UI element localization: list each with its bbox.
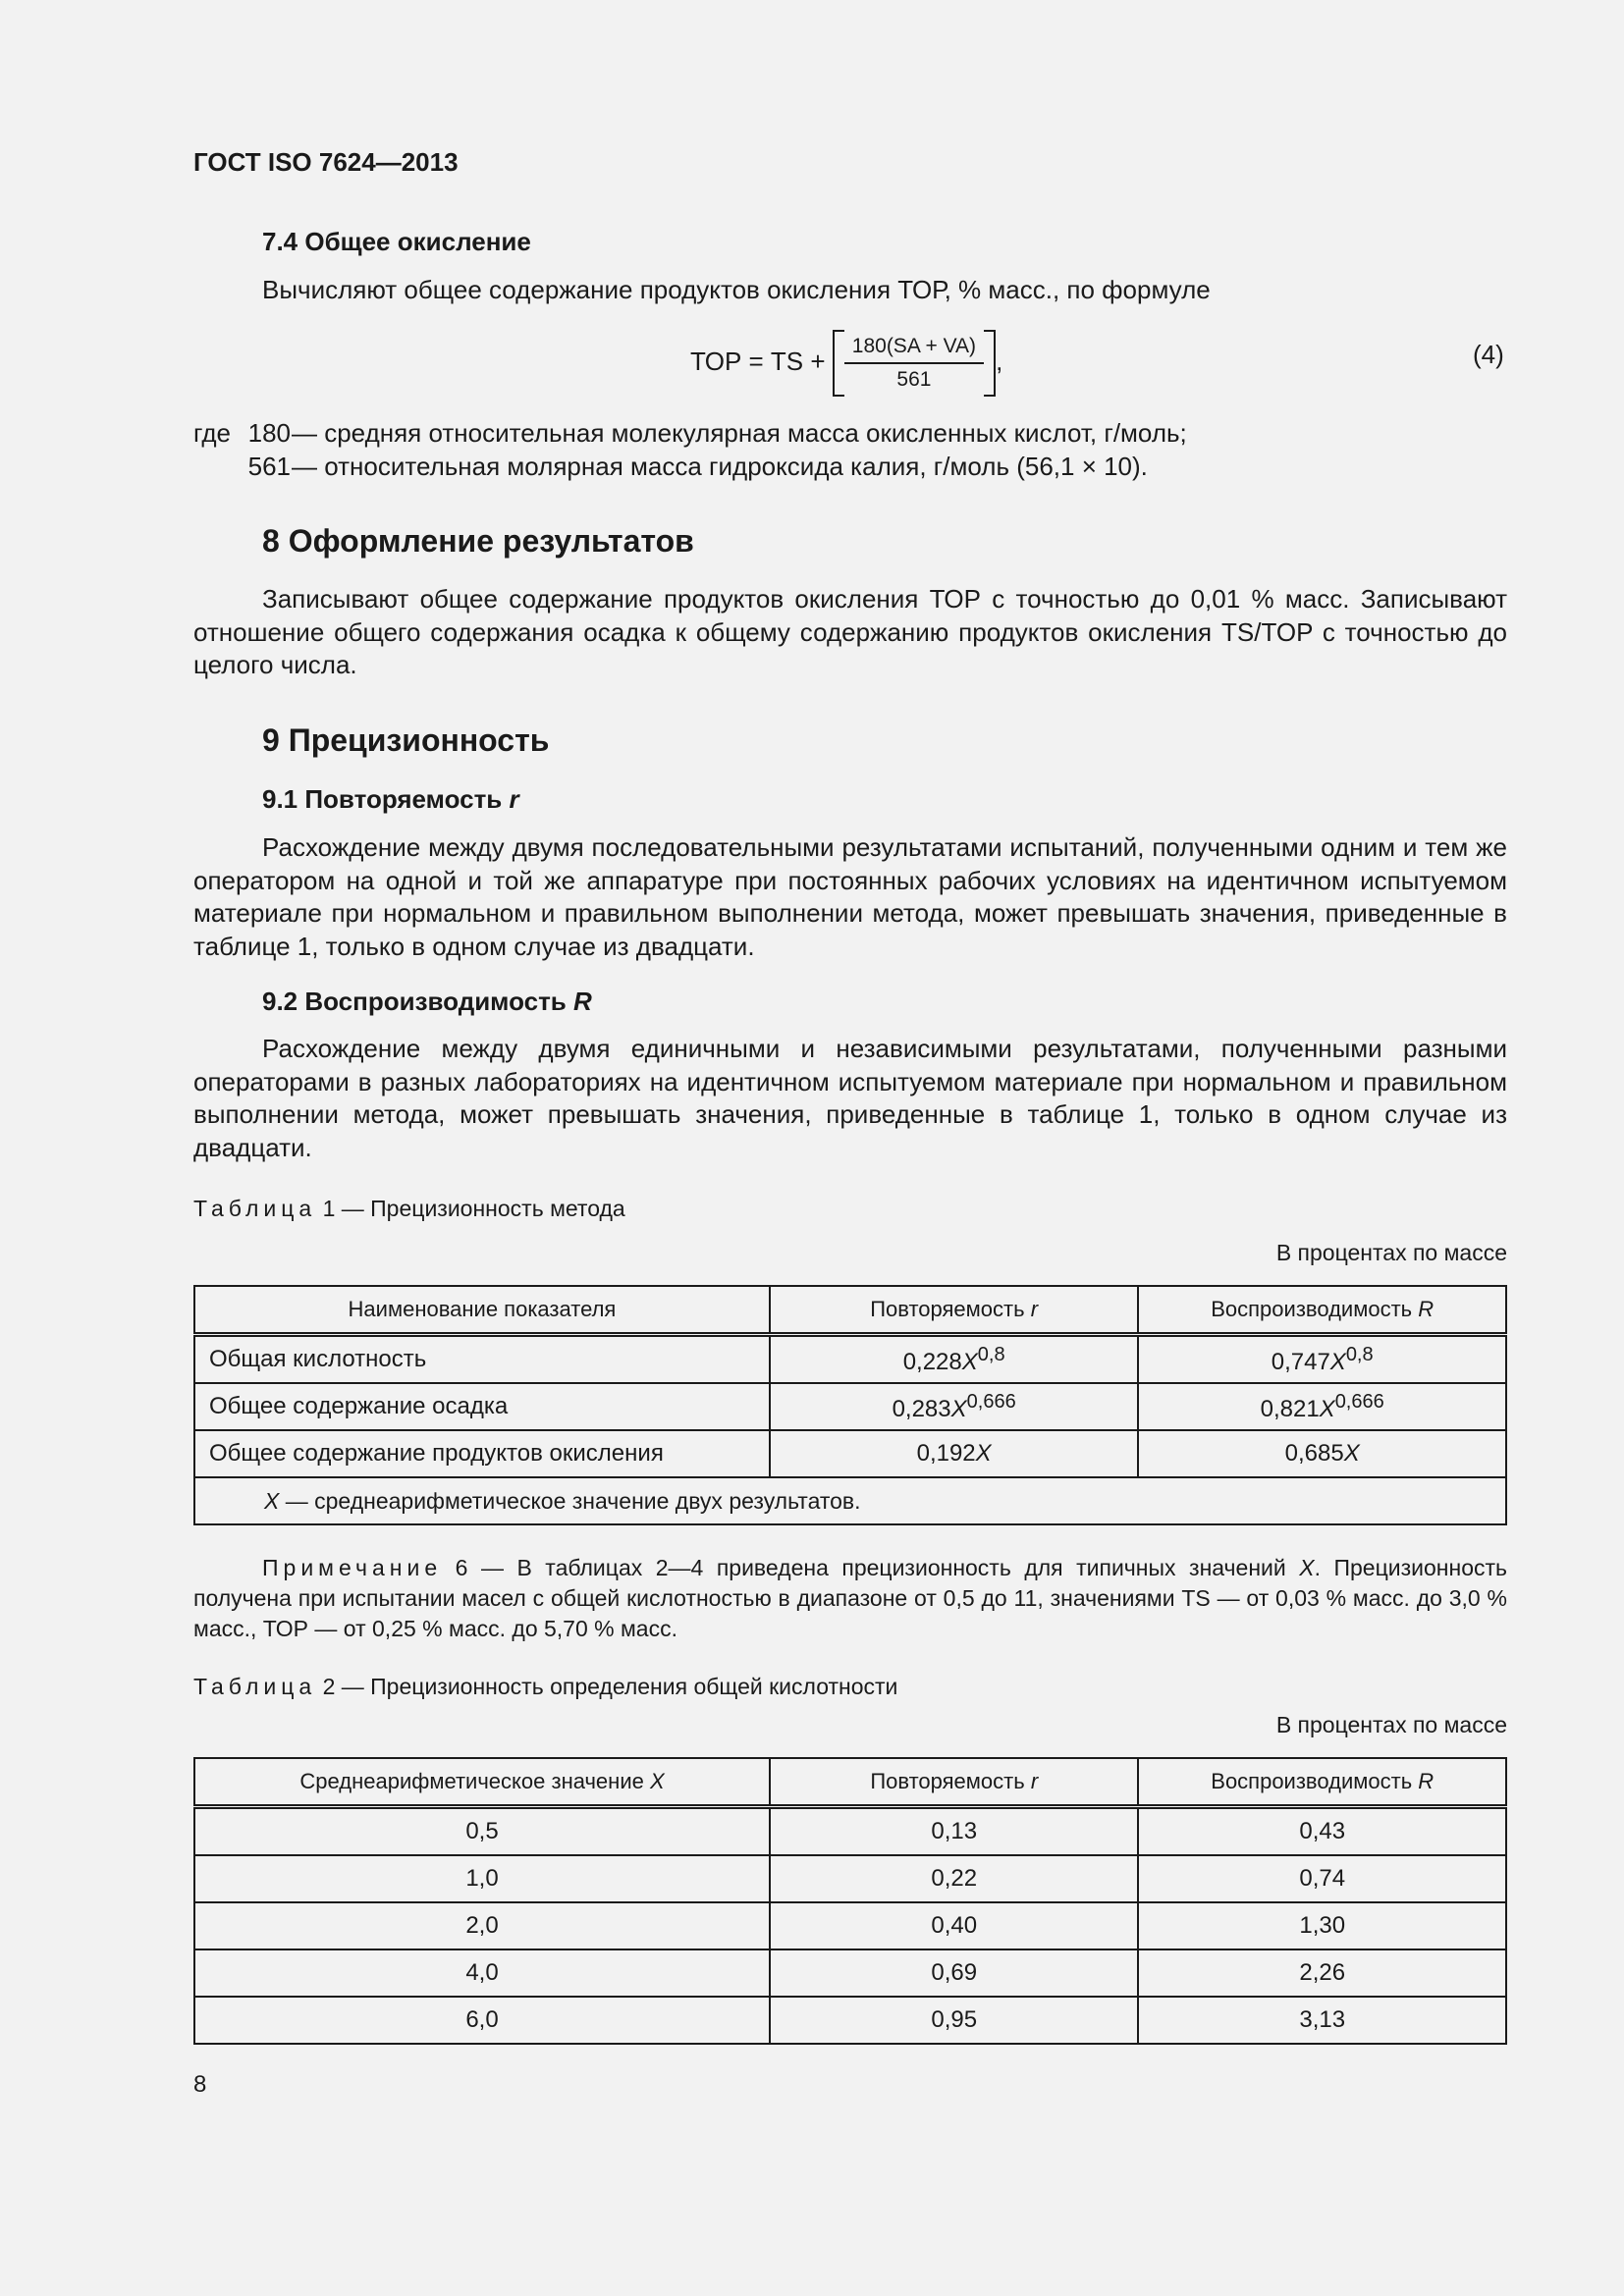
exponent: 0,666 (966, 1390, 1016, 1413)
table1-caption (193, 1196, 625, 1222)
table2-cell: 6,0 (194, 1997, 770, 2044)
table2-cell: 0,5 (194, 1807, 770, 1856)
table-row (194, 1997, 1506, 2044)
section-9-heading: 9 Прецизионность (262, 722, 550, 758)
coef: 0,685 (1284, 1440, 1344, 1467)
table1-header-reproducibility-label: Воспроизводимость (1211, 1297, 1413, 1321)
table1-header-row (194, 1286, 1506, 1335)
table2-units: В процентах по массе (1275, 1712, 1507, 1737)
table2-header-reproducibility-label: Воспроизводимость (1211, 1769, 1413, 1793)
variable: X (975, 1440, 992, 1467)
table1-cell-name: Общее содержание продуктов окисления (194, 1430, 770, 1477)
table1-cell-reproducibility (1138, 1335, 1506, 1384)
section-9-1-title: 9.1 Повторяемость (262, 784, 503, 814)
table2-caption (193, 1674, 897, 1700)
table-row (194, 1855, 1506, 1902)
table2-label: Таблица (193, 1674, 317, 1699)
table2-cell: 2,26 (1138, 1949, 1506, 1997)
formula-numerator: 180(SA + VA) (844, 335, 984, 364)
formula-4 (690, 330, 1002, 397)
table-row (194, 1902, 1506, 1949)
variable: X (950, 1395, 967, 1422)
table2-header-reproducibility (1138, 1758, 1506, 1807)
table2 (193, 1757, 1507, 2045)
table2-header-repeatability (770, 1758, 1138, 1807)
section-9-2-text: Расхождение между двумя единичными и независимыми результатами, полученными разными операторами в разных лабораториях на идентичном испытуемом материале при нормальном и правильном выполнении метода, может превышать значения, приведенные в таблице 1, только в одном случае из двадцати. (193, 1034, 1507, 1162)
section-9-1-text: Расхождение между двумя последовательными результатами испытаний, полученными одним и тем же оператором на одной и той же аппаратуре при постоянных рабочих условиях на идентичном испытуемом материале при нормальном и правильном выполнении метода, может превышать значения, приведенные в таблице 1, только в одном случае из двадцати. (193, 832, 1507, 961)
exponent: 0,8 (1345, 1343, 1374, 1365)
table2-cell: 4,0 (194, 1949, 770, 1997)
table2-cell: 0,69 (770, 1949, 1138, 1997)
table1-cell-name: Общее содержание осадка (194, 1383, 770, 1430)
table2-cell: 2,0 (194, 1902, 770, 1949)
def-term-561: 561 (247, 452, 291, 481)
table2-cell: 0,74 (1138, 1855, 1506, 1902)
variable: X (1343, 1440, 1360, 1467)
def-desc-180: — средняя относительная молекулярная масса окисленных кислот, г/моль; (292, 418, 1187, 448)
where-label: где (193, 418, 231, 448)
table2-header-repeatability-symbol: r (1030, 1769, 1039, 1793)
section-9-2-symbol: R (573, 987, 592, 1016)
section-7-4-intro: Вычисляют общее содержание продуктов окисления ТОР, % масс., по формуле (262, 275, 1211, 304)
coef: 0,228 (902, 1348, 962, 1375)
table1-cell-repeatability (770, 1430, 1138, 1477)
coef: 0,192 (916, 1440, 976, 1467)
coef: 0,283 (892, 1395, 951, 1422)
note-6 (193, 1553, 1507, 1644)
def-desc-561: — относительная молярная масса гидроксида калия, г/моль (56,1 × 10). (292, 452, 1148, 481)
formula-bracket-right (984, 330, 996, 397)
table1-cell-reproducibility (1138, 1430, 1506, 1477)
table2-cell: 1,30 (1138, 1902, 1506, 1949)
formula-tail: , (996, 346, 1003, 376)
section-7-4-heading: 7.4 Общее окисление (262, 227, 531, 256)
coef: 0,821 (1260, 1395, 1320, 1422)
table-row (194, 1430, 1506, 1477)
table2-title: 2 — Прецизионность определения общей кислотности (322, 1674, 898, 1699)
exponent: 0,8 (977, 1343, 1005, 1365)
table2-cell: 3,13 (1138, 1997, 1506, 2044)
section-9-1-heading (262, 784, 519, 815)
exponent: 0,666 (1334, 1390, 1384, 1413)
section-8-heading: 8 Оформление результатов (262, 523, 694, 559)
table2-header-repeatability-label: Повторяемость (870, 1769, 1025, 1793)
formula-fraction (844, 335, 984, 392)
section-9-2-heading (262, 987, 592, 1017)
table1-cell-repeatability (770, 1335, 1138, 1384)
variable: X (1329, 1348, 1346, 1375)
page-number: 8 (193, 2071, 207, 2098)
note-text-1: 6 — В таблицах 2—4 приведена прецизионность для типичных значений (455, 1555, 1286, 1580)
table1-label: Таблица (193, 1196, 317, 1221)
section-8-text: Записывают общее содержание продуктов окисления ТОР с точностью до 0,01 % масс. Записывают отношение общего содержания осадка к общему содержанию продуктов окисления TS/TOP с точностью до целого числа. (193, 584, 1508, 679)
table1-header-repeatability-symbol: r (1030, 1297, 1039, 1321)
table2-cell: 1,0 (194, 1855, 770, 1902)
section-9-2-title: 9.2 Воспроизводимость (262, 987, 567, 1016)
table1-title: 1 — Прецизионность метода (322, 1196, 625, 1221)
note-label: Примечание (262, 1555, 443, 1580)
table1-footer-text: — среднеарифметическое значение двух результатов. (285, 1487, 861, 1514)
table-row (194, 1949, 1506, 1997)
table1-cell-name: Общая кислотность (194, 1335, 770, 1384)
standard-designation: ГОСТ ISO 7624—2013 (193, 147, 459, 177)
formula-denominator: 561 (896, 368, 932, 391)
table1-cell-repeatability (770, 1383, 1138, 1430)
table-row (194, 1335, 1506, 1384)
table1-header-name: Наименование показателя (194, 1286, 770, 1335)
coef: 0,747 (1271, 1348, 1330, 1375)
variable: X (1319, 1395, 1335, 1422)
table1-header-repeatability-label: Повторяемость (870, 1297, 1025, 1321)
note-symbol: X (1299, 1555, 1315, 1580)
def-term-180: 180 (247, 418, 291, 448)
table1-units: В процентах по массе (1275, 1240, 1507, 1265)
table2-header-mean (194, 1758, 770, 1807)
formula-number: (4) (1473, 340, 1504, 369)
table1-cell-reproducibility (1138, 1383, 1506, 1430)
table2-header-reproducibility-symbol: R (1418, 1769, 1435, 1793)
table1-header-reproducibility (1138, 1286, 1506, 1335)
table2-cell: 0,43 (1138, 1807, 1506, 1856)
table2-cell: 0,95 (770, 1997, 1138, 2044)
formula-lhs: ТОР = TS + (690, 346, 826, 376)
section-9-1-symbol: r (509, 784, 519, 814)
table-row (194, 1807, 1506, 1856)
table1-header-reproducibility-symbol: R (1418, 1297, 1435, 1321)
table2-cell: 0,40 (770, 1902, 1138, 1949)
table1-footer-row (194, 1477, 1506, 1524)
formula-bracket-left (833, 330, 844, 397)
table1-footer-symbol: X (264, 1487, 280, 1514)
table1 (193, 1285, 1507, 1525)
table2-header-mean-label: Среднеарифметическое значение (299, 1769, 644, 1793)
table2-header-row (194, 1758, 1506, 1807)
table2-header-mean-symbol: X (649, 1769, 665, 1793)
table2-cell: 0,22 (770, 1855, 1138, 1902)
variable: X (961, 1348, 978, 1375)
table1-header-repeatability (770, 1286, 1138, 1335)
table-row (194, 1383, 1506, 1430)
table2-cell: 0,13 (770, 1807, 1138, 1856)
note-text-2: . Прецизионность получена при испытании масел с общей кислотностью в диапазоне от 0,5 до 11, значениями TS — от 0,03 % масс. до 3,0 % масс., ТОР — от 0,25 % масс. до 5,70 % масс. (193, 1555, 1508, 1641)
table1-footer (194, 1477, 1506, 1524)
